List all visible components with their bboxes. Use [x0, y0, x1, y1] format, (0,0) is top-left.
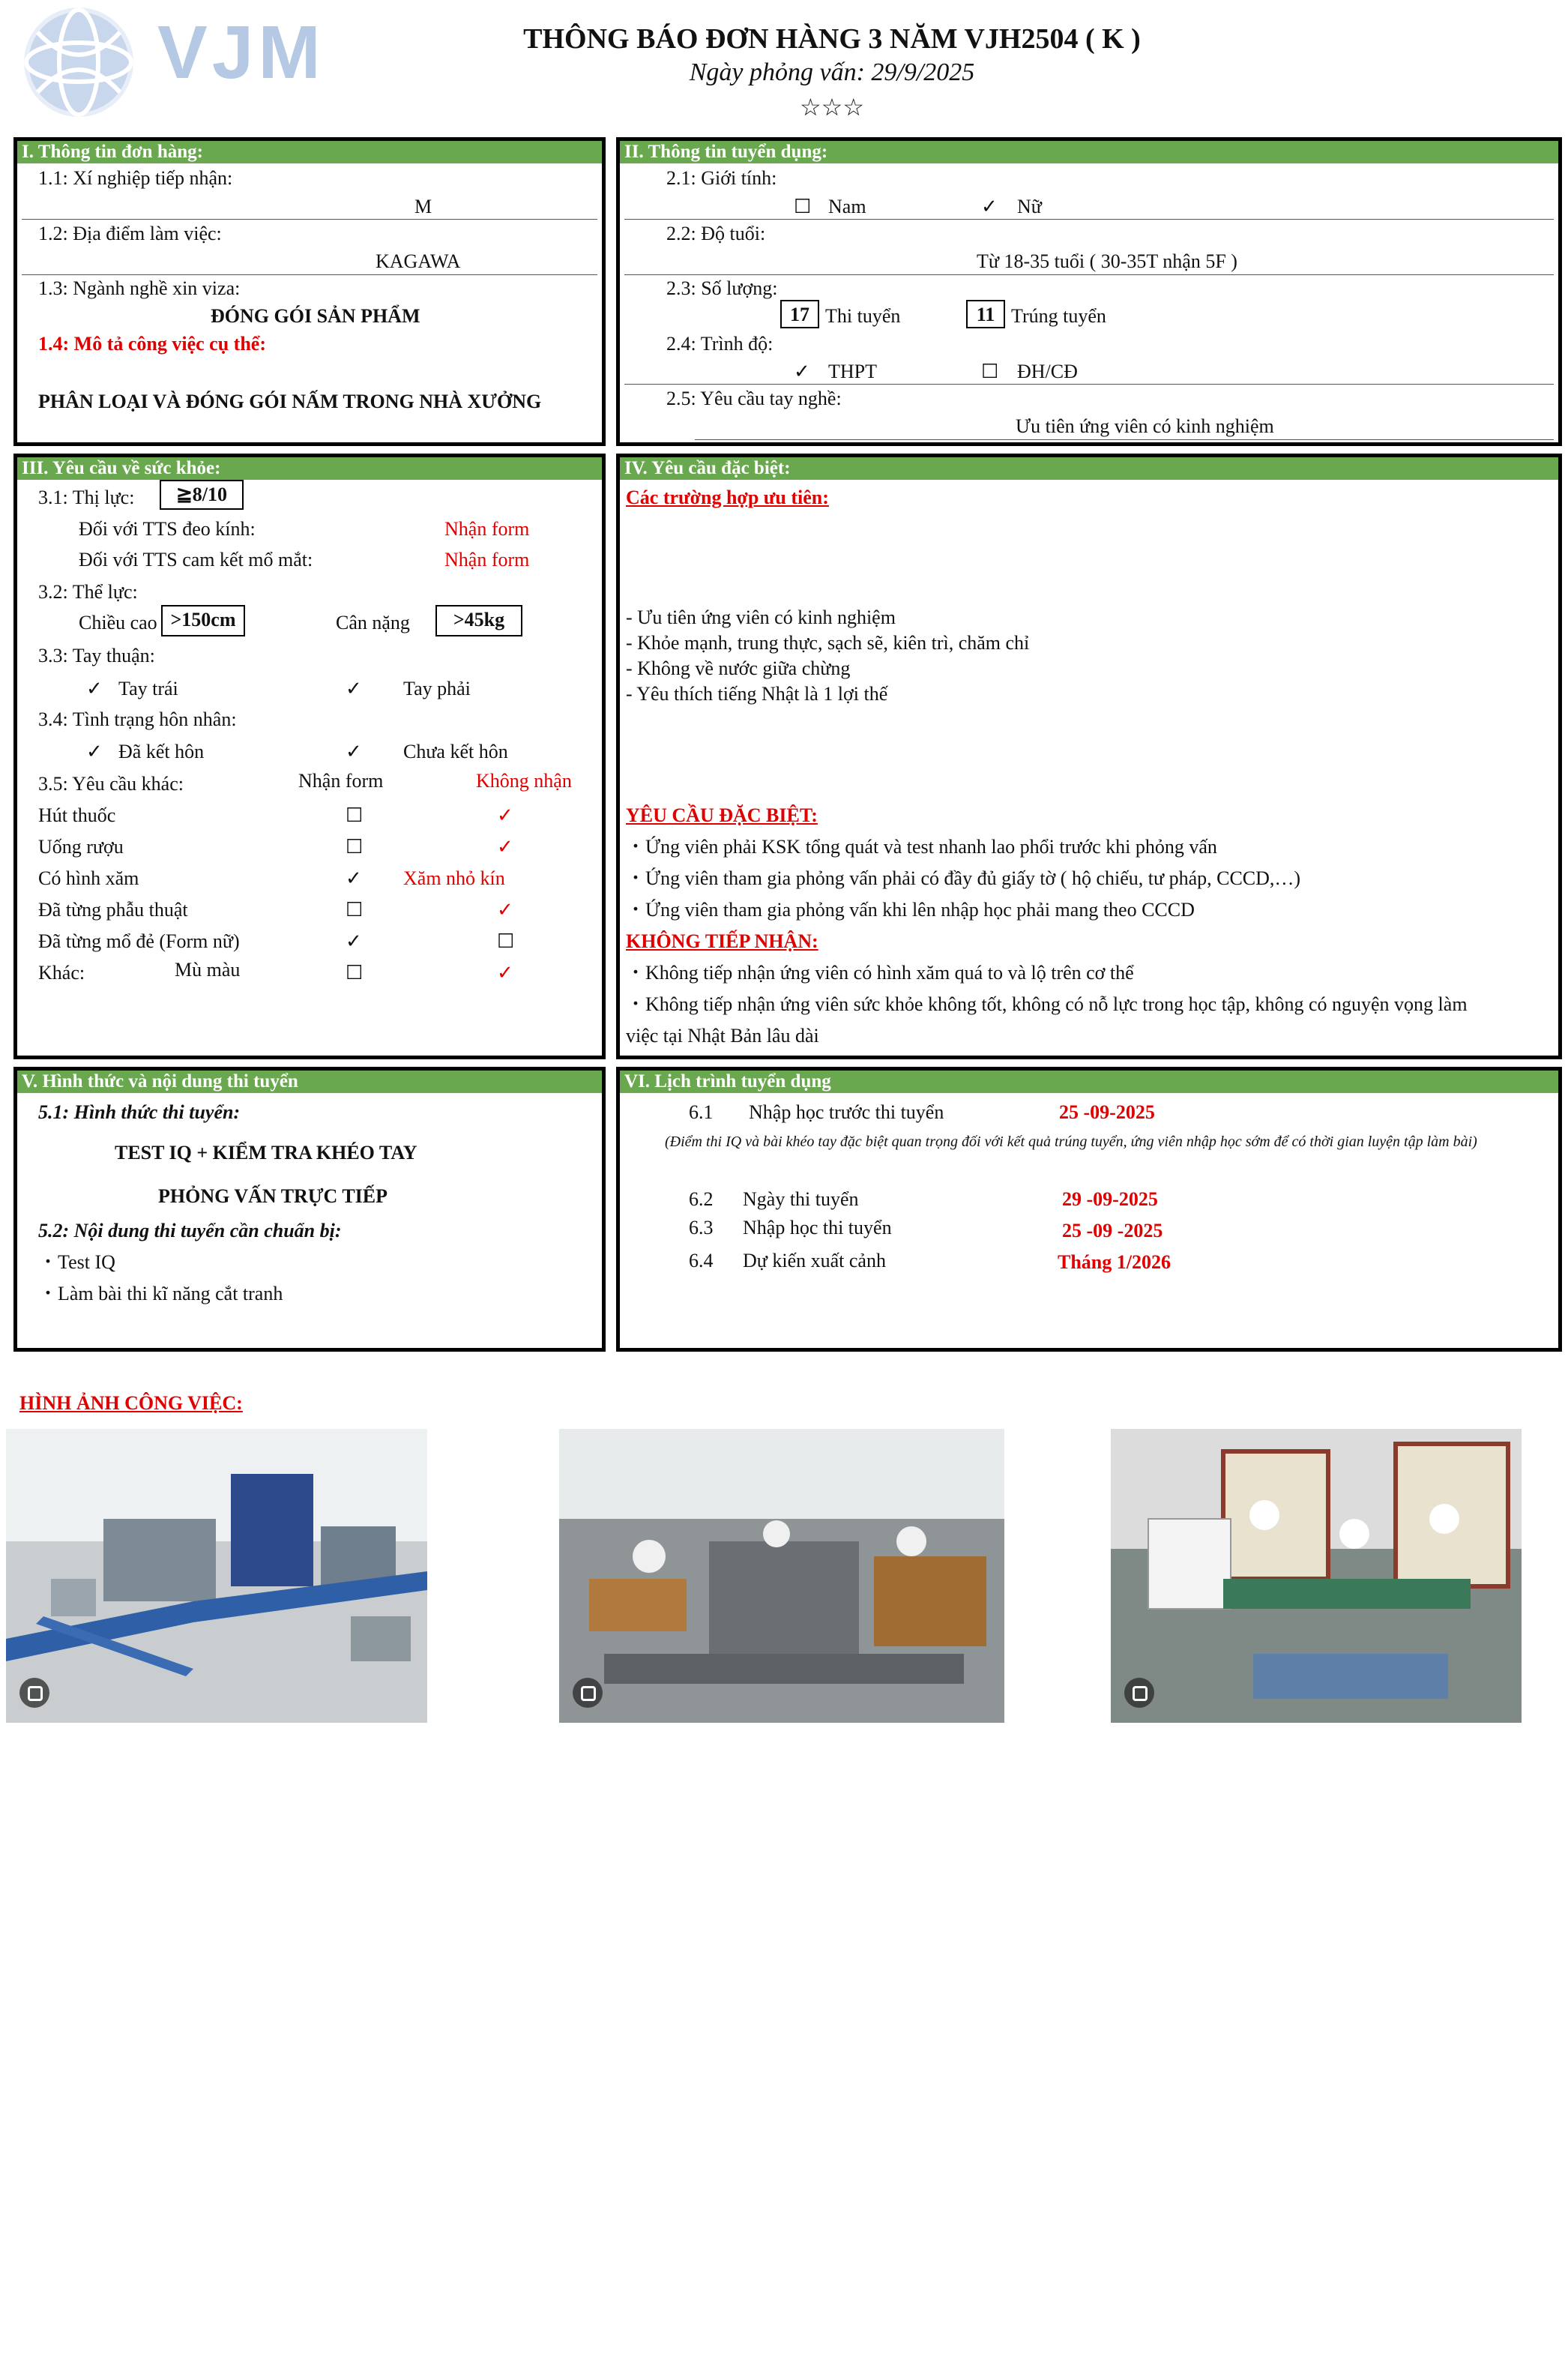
label-exam-content: 5.2: Nội dung thi tuyển cần chuẩn bị: [38, 1220, 342, 1241]
option-married: Đã kết hôn [118, 741, 205, 762]
value-eye-surgery: Nhận form [444, 549, 530, 571]
section-title: I. Thông tin đơn hàng: [17, 141, 602, 163]
reject-item: ・Không tiếp nhận ứng viên có hình xăm quá to và lộ trên cơ thể [626, 962, 1134, 984]
section-title: VI. Lịch trình tuyển dụng [620, 1071, 1558, 1093]
check-icon: ✓ [497, 836, 513, 858]
checkbox-male-icon: ☐ [794, 196, 812, 217]
section-special-requirements [616, 454, 1562, 1059]
page-title: THÔNG BÁO ĐƠN HÀNG 3 NĂM VJH2504 ( K ) [523, 23, 1141, 55]
divider [624, 274, 1554, 275]
divider [22, 219, 597, 220]
reject-item: việc tại Nhật Bản lâu dài [626, 1025, 819, 1047]
option-male: Nam [828, 196, 866, 217]
rating-stars: ☆☆☆ [799, 94, 865, 121]
value-skill: Ưu tiên ứng viên có kinh nghiệm [1016, 415, 1274, 437]
section-schedule [616, 1067, 1562, 1352]
schedule-date: Tháng 1/2026 [1058, 1251, 1171, 1273]
divider [624, 384, 1554, 385]
check-married-icon: ✓ [86, 741, 103, 762]
check-icon: ✓ [346, 930, 362, 952]
label-quantity: 2.3: Số lượng: [666, 277, 778, 299]
schedule-label: Dự kiến xuất cảnh [743, 1250, 886, 1271]
logo-text: VJM [157, 10, 325, 94]
lens-icon[interactable] [1124, 1678, 1154, 1708]
logo-globe-icon [15, 6, 142, 118]
special-item: ・Ứng viên tham gia phỏng vấn phải có đầy đủ giấy tờ ( hộ chiếu, tư pháp, CCCD,…) [626, 867, 1301, 889]
reject-item: ・Không tiếp nhận ứng viên sức khỏe không tốt, không có nỗ lực trong học tập, không có nguyện vọng làm [626, 993, 1468, 1015]
label-height: Chiều cao [79, 612, 157, 633]
label-occupation: 1.3: Ngành nghề xin viza: [38, 277, 241, 299]
factory-conveyor-image [6, 1429, 427, 1723]
label-gender: 2.1: Giới tính: [666, 167, 777, 189]
check-single-icon: ✓ [346, 741, 362, 762]
photos-title: HÌNH ẢNH CÔNG VIỆC: [19, 1392, 243, 1414]
option-university: ĐH/CĐ [1017, 361, 1078, 382]
row-label: Có hình xăm [38, 867, 139, 889]
option-highschool: THPT [828, 361, 877, 382]
reject-title: KHÔNG TIẾP NHẬN: [626, 930, 818, 952]
schedule-date: 25 -09-2025 [1059, 1101, 1155, 1123]
schedule-no: 6.3 [689, 1217, 714, 1238]
label-pass-count: Trúng tuyển [1011, 305, 1106, 327]
label-physique: 3.2: Thể lực: [38, 581, 138, 603]
divider [624, 219, 1554, 220]
row-label: Đã từng phẫu thuật [38, 899, 188, 921]
work-photo-2 [559, 1429, 1004, 1723]
label-age: 2.2: Độ tuổi: [666, 223, 766, 244]
label-workplace: 1.2: Địa điểm làm việc: [38, 223, 222, 244]
factory-packing-image [559, 1429, 1004, 1723]
section-health [13, 454, 606, 1059]
row-label: Đã từng mổ đẻ (Form nữ) [38, 930, 240, 952]
option-female: Nữ [1017, 196, 1042, 217]
value-glasses: Nhận form [444, 518, 530, 540]
label-exam-count: Thi tuyển [825, 305, 901, 327]
label-skill: 2.5: Yêu cầu tay nghề: [666, 388, 842, 409]
value-tattoo: Xăm nhỏ kín [403, 867, 505, 889]
check-icon: ✓ [346, 867, 362, 889]
option-left-hand: Tay trái [118, 678, 178, 699]
row-label: Hút thuốc [38, 804, 116, 826]
section-title: III. Yêu cầu về sức khỏe: [17, 457, 602, 480]
row-label: Khác: [38, 962, 85, 984]
value-age: Từ 18-35 tuổi ( 30-35T nhận 5F ) [977, 250, 1237, 272]
check-left-hand-icon: ✓ [86, 678, 103, 699]
value-occupation: ĐÓNG GÓI SẢN PHẨM [211, 305, 420, 327]
check-icon: ✓ [497, 804, 513, 826]
priority-item: - Khỏe mạnh, trung thực, sạch sẽ, kiên trì, chăm chỉ [626, 632, 1030, 654]
divider [695, 439, 1554, 440]
interview-date: Ngày phỏng vấn: 29/9/2025 [689, 58, 975, 86]
schedule-note: (Điểm thi IQ và bài khéo tay đặc biệt quan trọng đối với kết quả trúng tuyển, ứng viên nhập học sớm để có thời gian luyện tập làm bài) [665, 1134, 1477, 1150]
value-weight: >45kg [435, 605, 522, 636]
work-photo-1 [6, 1429, 427, 1723]
checkbox-icon: ☐ [346, 962, 364, 984]
schedule-date: 29 -09-2025 [1062, 1188, 1158, 1210]
label-education: 2.4: Trình độ: [666, 333, 774, 355]
option-right-hand: Tay phải [403, 678, 471, 699]
option-single: Chưa kết hôn [403, 741, 508, 762]
value-other: Mù màu [175, 959, 241, 981]
value-enterprise: M [414, 196, 432, 217]
schedule-label: Nhập học trước thi tuyển [749, 1101, 944, 1123]
schedule-label: Ngày thi tuyển [743, 1188, 859, 1210]
work-photo-3 [1111, 1429, 1522, 1723]
check-highschool-icon: ✓ [794, 361, 810, 382]
label-eye-surgery: Đối với TTS cam kết mổ mắt: [79, 549, 313, 571]
row-label: Uống rượu [38, 836, 124, 858]
label-weight: Cân nặng [336, 612, 410, 633]
special-item: ・Ứng viên phải KSK tổng quát và test nhanh lao phổi trước khi phỏng vấn [626, 836, 1217, 858]
priority-item: - Ưu tiên ứng viên có kinh nghiệm [626, 606, 896, 628]
schedule-date: 25 -09 -2025 [1062, 1220, 1163, 1241]
checkbox-icon: ☐ [346, 836, 364, 858]
label-marital: 3.4: Tình trạng hôn nhân: [38, 708, 237, 730]
section-order-info [13, 137, 606, 446]
check-icon: ✓ [497, 962, 513, 984]
schedule-label: Nhập học thi tuyển [743, 1217, 892, 1238]
label-vision: 3.1: Thị lực: [38, 487, 135, 508]
pass-count: 11 [966, 300, 1005, 328]
lens-icon[interactable] [19, 1678, 49, 1708]
label-enterprise: 1.1: Xí nghiệp tiếp nhận: [38, 167, 233, 189]
section-title: IV. Yêu cầu đặc biệt: [620, 457, 1558, 480]
exam-content-item: ・Làm bài thi kĩ năng cắt tranh [38, 1283, 283, 1304]
schedule-no: 6.4 [689, 1250, 714, 1271]
special-title: YÊU CẦU ĐẶC BIỆT: [626, 804, 818, 826]
checkbox-icon: ☐ [346, 804, 364, 826]
value-workplace: KAGAWA [376, 250, 461, 272]
value-height: >150cm [161, 605, 245, 636]
check-right-hand-icon: ✓ [346, 678, 362, 699]
value-vision: ≧8/10 [160, 480, 244, 510]
value-job-description: PHÂN LOẠI VÀ ĐÓNG GÓI NẤM TRONG NHÀ XƯỞNG [38, 391, 542, 412]
exam-form-2: PHỎNG VẤN TRỰC TIẾP [158, 1185, 388, 1207]
section-title: V. Hình thức và nội dung thi tuyển [17, 1071, 602, 1093]
exam-content-item: ・Test IQ [38, 1251, 115, 1273]
schedule-no: 6.1 [689, 1101, 714, 1123]
divider [22, 274, 597, 275]
exam-count: 17 [780, 300, 819, 328]
checkbox-icon: ☐ [346, 899, 364, 921]
checkbox-icon: ☐ [497, 930, 515, 952]
special-item: ・Ứng viên tham gia phỏng vấn khi lên nhập học phải mang theo CCCD [626, 899, 1195, 921]
section-recruitment-info [616, 137, 1562, 446]
section-exam-format [13, 1067, 606, 1352]
section-title: II. Thông tin tuyển dụng: [620, 141, 1558, 163]
priority-title: Các trường hợp ưu tiên: [626, 487, 829, 508]
column-accept: Nhận form [298, 770, 384, 792]
checkbox-university-icon: ☐ [981, 361, 999, 382]
check-icon: ✓ [497, 899, 513, 921]
exam-form-1: TEST IQ + KIỂM TRA KHÉO TAY [115, 1142, 417, 1164]
priority-item: - Không về nước giữa chừng [626, 657, 851, 679]
label-glasses: Đối với TTS đeo kính: [79, 518, 256, 540]
mushroom-packing-image [1111, 1429, 1522, 1723]
schedule-no: 6.2 [689, 1188, 714, 1210]
check-female-icon: ✓ [981, 196, 998, 217]
label-other-requirements: 3.5: Yêu cầu khác: [38, 773, 184, 795]
label-handedness: 3.3: Tay thuận: [38, 645, 155, 666]
label-exam-form: 5.1: Hình thức thi tuyển: [38, 1101, 241, 1123]
label-job-description: 1.4: Mô tả công việc cụ thể: [38, 333, 266, 355]
lens-icon[interactable] [573, 1678, 603, 1708]
column-reject: Không nhận [476, 770, 572, 792]
priority-item: - Yêu thích tiếng Nhật là 1 lợi thế [626, 683, 888, 705]
